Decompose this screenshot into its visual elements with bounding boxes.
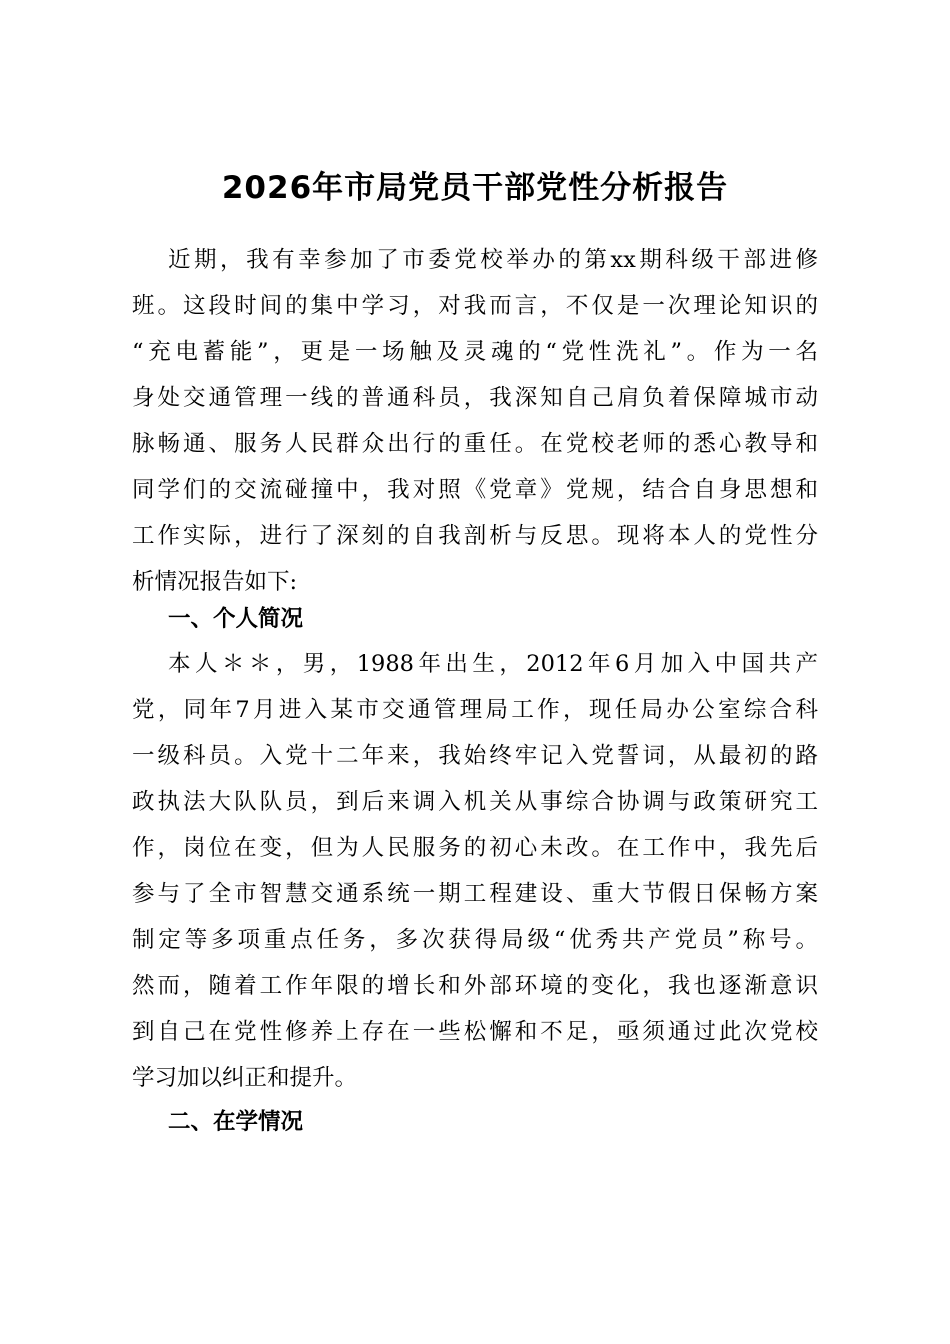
paragraph-line: 参与了全市智慧交通系统一期工程建设、重大节假日保畅方案 bbox=[132, 881, 818, 907]
paragraph-line: 近期，我有幸参加了市委党校举办的第xx期科级干部进修 bbox=[168, 247, 818, 273]
paragraph-line: 析情况报告如下: bbox=[132, 569, 298, 595]
paragraph-line: 学习加以纠正和提升。 bbox=[132, 1065, 358, 1091]
paragraph-line: 党，同年7月进入某市交通管理局工作，现任局办公室综合科 bbox=[132, 697, 818, 723]
paragraph-line: 一级科员。入党十二年来，我始终牢记入党誓词，从最初的路 bbox=[132, 743, 818, 769]
paragraph-line: 同学们的交流碰撞中，我对照《党章》党规，结合自身思想和 bbox=[132, 477, 818, 503]
paragraph-line: 政执法大队队员，到后来调入机关从事综合协调与政策研究工 bbox=[132, 789, 818, 815]
paragraph-line: “充电蓄能”，更是一场触及灵魂的“党性洗礼”。作为一名 bbox=[132, 339, 818, 365]
paragraph-line: 班。这段时间的集中学习，对我而言，不仅是一次理论知识的 bbox=[132, 293, 818, 319]
paragraph-line: 脉畅通、服务人民群众出行的重任。在党校老师的悉心教导和 bbox=[132, 431, 818, 457]
paragraph-line: 制定等多项重点任务，多次获得局级“优秀共产党员”称号。 bbox=[132, 927, 818, 953]
paragraph-line: 作，岗位在变，但为人民服务的初心未改。在工作中，我先后 bbox=[132, 835, 818, 861]
paragraph-line: 身处交通管理一线的普通科员，我深知自己肩负着保障城市动 bbox=[132, 385, 818, 411]
section-heading-personal-profile: 一、个人简况 bbox=[168, 606, 304, 632]
paragraph-line: 然而，随着工作年限的增长和外部环境的变化，我也逐渐意识 bbox=[132, 973, 818, 999]
paragraph-line: 本人＊＊，男，1988年出生，2012年6月加入中国共产 bbox=[168, 651, 818, 677]
paragraph-line: 工作实际，进行了深刻的自我剖析与反思。现将本人的党性分 bbox=[132, 523, 818, 549]
paragraph-line: 到自己在党性修养上存在一些松懈和不足，亟须通过此次党校 bbox=[132, 1019, 818, 1045]
document-title: 2026年市局党员干部党性分析报告 bbox=[221, 170, 729, 206]
section-heading-study-status: 二、在学情况 bbox=[168, 1109, 304, 1135]
